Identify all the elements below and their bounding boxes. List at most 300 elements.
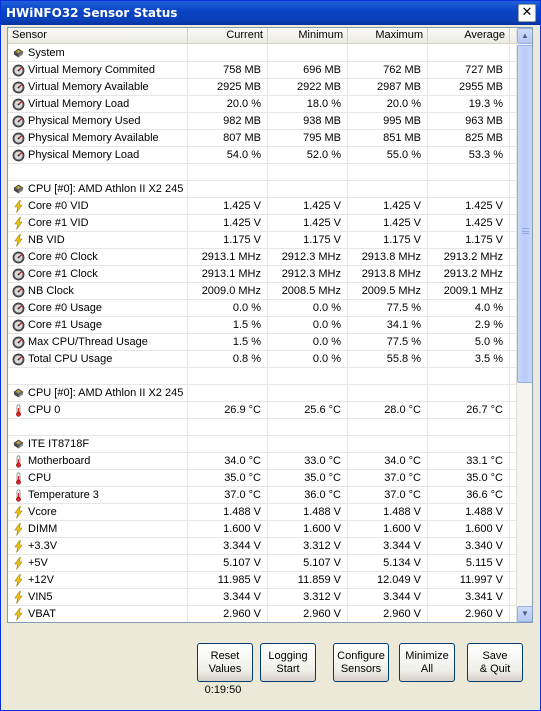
close-button[interactable]: ✕	[518, 4, 536, 22]
column-header-sensor[interactable]: Sensor	[8, 28, 188, 44]
average-value-cell	[428, 368, 510, 385]
gauge-icon	[12, 251, 25, 264]
sensor-name-cell	[8, 249, 188, 266]
average-value-cell	[428, 351, 510, 368]
minimum-value-cell-text: 1.425 V	[303, 200, 341, 212]
maximum-value-cell	[348, 589, 428, 606]
average-value-cell	[428, 419, 510, 436]
table-row[interactable]	[8, 45, 516, 62]
minimize-all-button[interactable]	[399, 643, 455, 682]
minimum-value-cell	[268, 572, 348, 589]
sensor-name-cell-text: Core #1 Clock	[28, 268, 98, 280]
sensor-name-cell-text: Core #1 Usage	[28, 319, 102, 331]
maximum-value-cell	[348, 385, 428, 402]
table-row[interactable]	[8, 606, 516, 623]
current-value-cell-text: 1.5 %	[232, 319, 261, 331]
scroll-thumb[interactable]	[517, 45, 533, 383]
sensor-name-cell-text: CPU	[28, 472, 52, 484]
maximum-value-cell-text: 55.8 %	[386, 353, 421, 365]
current-value-cell-text: 35.0 °C	[224, 472, 261, 484]
current-value-cell-text: 54.0 %	[226, 149, 261, 161]
current-value-cell	[188, 521, 268, 538]
logging-start-label-2: Start	[276, 663, 300, 675]
average-value-cell-text: 2913.2 MHz	[443, 268, 503, 280]
current-value-cell-text: 34.0 °C	[224, 455, 261, 467]
table-row[interactable]	[8, 96, 516, 113]
sensor-name-cell-text: Max CPU/Thread Usage	[28, 336, 148, 348]
sensor-name-cell-text: NB VID	[28, 234, 65, 246]
minimum-value-cell-text: 33.0 °C	[304, 455, 341, 467]
minimum-value-cell-text: 52.0 %	[306, 149, 341, 161]
average-value-cell	[428, 385, 510, 402]
table-row[interactable]	[8, 402, 516, 419]
column-header-maximum[interactable]: Maximum	[348, 28, 428, 44]
maximum-value-cell	[348, 130, 428, 147]
sensor-name-cell-text: Physical Memory Used	[28, 115, 141, 127]
table-row[interactable]	[8, 453, 516, 470]
average-value-cell-text: 1.600 V	[465, 523, 503, 535]
maximum-value-cell	[348, 521, 428, 538]
current-value-cell	[188, 215, 268, 232]
average-value-cell-text: 36.6 °C	[466, 489, 503, 501]
current-value-cell-text: 1.488 V	[223, 506, 261, 518]
sensor-name-cell	[8, 79, 188, 96]
maximum-value-cell-text: 1.175 V	[383, 234, 421, 246]
minimum-value-cell-text: 2922 MB	[296, 81, 341, 93]
current-value-cell	[188, 249, 268, 266]
table-row[interactable]	[8, 385, 516, 402]
thermometer-icon	[12, 455, 25, 468]
reset-values-label-1: Reset	[210, 650, 240, 662]
current-value-cell-text: 3.344 V	[223, 591, 261, 603]
lightning-icon	[12, 608, 25, 621]
chip-icon	[12, 47, 25, 60]
table-row[interactable]	[8, 538, 516, 555]
scroll-up-button[interactable]: ▲	[517, 28, 533, 44]
average-value-cell-text: 19.3 %	[468, 98, 503, 110]
gauge-icon	[12, 353, 25, 366]
current-value-cell	[188, 45, 268, 62]
maximum-value-cell-text: 2913.8 MHz	[361, 268, 421, 280]
maximum-value-cell	[348, 45, 428, 62]
maximum-value-cell-text: 2.960 V	[383, 608, 421, 620]
table-row[interactable]	[8, 181, 516, 198]
minimum-value-cell	[268, 317, 348, 334]
current-value-cell-text: 758 MB	[223, 64, 261, 76]
current-value-cell	[188, 79, 268, 96]
minimum-value-cell-text: 5.107 V	[303, 557, 341, 569]
average-value-cell-text: 2.9 %	[474, 319, 503, 331]
average-value-cell	[428, 113, 510, 130]
sensor-name-cell-text: Vcore	[28, 506, 57, 518]
gauge-icon	[12, 115, 25, 128]
average-value-cell-text: 963 MB	[465, 115, 503, 127]
current-value-cell	[188, 334, 268, 351]
sensor-name-cell	[8, 555, 188, 572]
scroll-down-button[interactable]: ▼	[517, 606, 533, 622]
current-value-cell-text: 5.107 V	[223, 557, 261, 569]
maximum-value-cell	[348, 453, 428, 470]
sensor-rows	[8, 45, 516, 623]
thermometer-icon	[12, 472, 25, 485]
table-row[interactable]	[8, 504, 516, 521]
current-value-cell	[188, 283, 268, 300]
maximum-value-cell-text: 1.425 V	[383, 200, 421, 212]
table-row[interactable]	[8, 368, 516, 385]
sensor-name-cell	[8, 181, 188, 198]
average-value-cell	[428, 96, 510, 113]
maximum-value-cell-text: 1.425 V	[383, 217, 421, 229]
maximum-value-cell-text: 77.5 %	[386, 302, 421, 314]
current-value-cell	[188, 266, 268, 283]
minimum-value-cell-text: 1.600 V	[303, 523, 341, 535]
average-value-cell-text: 2913.2 MHz	[443, 251, 503, 263]
minimum-value-cell	[268, 45, 348, 62]
current-value-cell	[188, 572, 268, 589]
average-value-cell-text: 35.0 °C	[466, 472, 503, 484]
lightning-icon	[12, 217, 25, 230]
current-value-cell-text: 1.425 V	[223, 217, 261, 229]
sensor-name-cell-text: Virtual Memory Load	[28, 98, 130, 110]
table-row[interactable]	[8, 164, 516, 181]
average-value-cell-text: 5.0 %	[474, 336, 503, 348]
current-value-cell	[188, 606, 268, 623]
average-value-cell-text: 5.115 V	[465, 557, 503, 569]
minimum-value-cell	[268, 470, 348, 487]
minimum-value-cell	[268, 368, 348, 385]
reset-values-button[interactable]	[197, 643, 253, 682]
maximum-value-cell	[348, 538, 428, 555]
sensor-name-cell	[8, 300, 188, 317]
sensor-name-cell-text: VBAT	[28, 608, 56, 620]
table-row[interactable]	[8, 232, 516, 249]
table-row[interactable]	[8, 198, 516, 215]
average-value-cell	[428, 504, 510, 521]
sensor-name-cell	[8, 538, 188, 555]
current-value-cell	[188, 181, 268, 198]
maximum-value-cell	[348, 470, 428, 487]
maximum-value-cell	[348, 62, 428, 79]
maximum-value-cell	[348, 572, 428, 589]
sensor-name-cell-text: +5V	[28, 557, 48, 569]
table-row[interactable]	[8, 334, 516, 351]
minimum-value-cell-text: 11.859 V	[297, 574, 341, 586]
average-value-cell-text: 1.488 V	[465, 506, 503, 518]
title-bar[interactable]	[1, 1, 540, 25]
table-row[interactable]	[8, 589, 516, 606]
minimum-value-cell-text: 0.0 %	[312, 353, 341, 365]
minimum-value-cell	[268, 147, 348, 164]
table-row[interactable]	[8, 470, 516, 487]
lightning-icon	[12, 523, 25, 536]
average-value-cell-text: 3.341 V	[465, 591, 503, 603]
table-row[interactable]	[8, 62, 516, 79]
minimum-value-cell	[268, 266, 348, 283]
sensor-name-cell	[8, 521, 188, 538]
minimum-value-cell	[268, 521, 348, 538]
table-row[interactable]	[8, 351, 516, 368]
minimum-value-cell-text: 18.0 %	[306, 98, 341, 110]
chip-icon	[12, 183, 25, 196]
gauge-icon	[12, 302, 25, 315]
table-row[interactable]	[8, 419, 516, 436]
save-quit-label-2: & Quit	[479, 663, 511, 675]
sensor-name-cell-text: +3.3V	[28, 540, 58, 552]
table-row[interactable]	[8, 215, 516, 232]
maximum-value-cell	[348, 317, 428, 334]
sensor-name-cell-text: Physical Memory Load	[28, 149, 140, 161]
minimize-all-label-1: Minimize	[405, 650, 449, 662]
current-value-cell	[188, 96, 268, 113]
table-row[interactable]	[8, 436, 516, 453]
save-quit-button[interactable]	[467, 643, 523, 682]
average-value-cell	[428, 45, 510, 62]
configure-sensors-button[interactable]	[333, 643, 389, 682]
sensor-name-cell	[8, 504, 188, 521]
column-header-current[interactable]: Current	[188, 28, 268, 44]
sensor-name-cell	[8, 419, 188, 436]
sensor-name-cell	[8, 198, 188, 215]
lightning-icon	[12, 506, 25, 519]
maximum-value-cell	[348, 147, 428, 164]
sensor-name-cell-text: CPU [#0]: AMD Athlon II X2 245	[28, 387, 184, 399]
current-value-cell	[188, 147, 268, 164]
elapsed-timer: 0:19:50	[204, 684, 242, 696]
current-value-cell-text: 1.425 V	[223, 200, 261, 212]
gauge-icon	[12, 319, 25, 332]
minimum-value-cell	[268, 589, 348, 606]
minimum-value-cell	[268, 436, 348, 453]
current-value-cell-text: 2913.1 MHz	[201, 268, 261, 280]
current-value-cell	[188, 368, 268, 385]
current-value-cell-text: 2913.1 MHz	[201, 251, 261, 263]
average-value-cell	[428, 317, 510, 334]
maximum-value-cell-text: 34.1 %	[386, 319, 421, 331]
current-value-cell	[188, 555, 268, 572]
lightning-icon	[12, 200, 25, 213]
sensor-name-cell	[8, 232, 188, 249]
maximum-value-cell-text: 20.0 %	[386, 98, 421, 110]
gauge-icon	[12, 98, 25, 111]
average-value-cell	[428, 436, 510, 453]
maximum-value-cell	[348, 351, 428, 368]
current-value-cell-text: 20.0 %	[226, 98, 261, 110]
sensor-name-cell	[8, 351, 188, 368]
table-row[interactable]	[8, 283, 516, 300]
maximum-value-cell	[348, 96, 428, 113]
maximum-value-cell-text: 5.134 V	[383, 557, 421, 569]
current-value-cell	[188, 317, 268, 334]
configure-sensors-label-2: Sensors	[340, 663, 382, 675]
sensor-name-cell-text: CPU 0	[28, 404, 61, 416]
sensor-name-cell	[8, 487, 188, 504]
average-value-cell-text: 2009.1 MHz	[443, 285, 503, 297]
sensor-name-cell	[8, 215, 188, 232]
current-value-cell	[188, 453, 268, 470]
average-value-cell-text: 2.960 V	[465, 608, 503, 620]
current-value-cell	[188, 470, 268, 487]
table-row[interactable]	[8, 130, 516, 147]
minimum-value-cell-text: 1.425 V	[303, 217, 341, 229]
sensor-name-cell-text: Physical Memory Available	[28, 132, 159, 144]
average-value-cell	[428, 555, 510, 572]
minimum-value-cell-text: 2008.5 MHz	[281, 285, 341, 297]
maximum-value-cell	[348, 487, 428, 504]
table-row[interactable]	[8, 572, 516, 589]
minimum-value-cell	[268, 334, 348, 351]
current-value-cell	[188, 300, 268, 317]
maximum-value-cell	[348, 164, 428, 181]
current-value-cell	[188, 232, 268, 249]
average-value-cell	[428, 470, 510, 487]
table-row[interactable]	[8, 521, 516, 538]
minimum-value-cell-text: 0.0 %	[312, 319, 341, 331]
table-row[interactable]	[8, 113, 516, 130]
minimum-value-cell-text: 25.6 °C	[304, 404, 341, 416]
minimum-value-cell	[268, 453, 348, 470]
maximum-value-cell	[348, 402, 428, 419]
vertical-scrollbar[interactable]	[516, 28, 532, 622]
average-value-cell	[428, 62, 510, 79]
current-value-cell-text: 26.9 °C	[224, 404, 261, 416]
current-value-cell	[188, 436, 268, 453]
maximum-value-cell	[348, 232, 428, 249]
average-value-cell-text: 11.997 V	[459, 574, 503, 586]
maximum-value-cell	[348, 283, 428, 300]
average-value-cell	[428, 249, 510, 266]
minimum-value-cell	[268, 555, 348, 572]
sensor-name-cell-text: ITE IT8718F	[28, 438, 90, 450]
minimum-value-cell-text: 35.0 °C	[304, 472, 341, 484]
maximum-value-cell-text: 851 MB	[383, 132, 421, 144]
gauge-icon	[12, 132, 25, 145]
minimum-value-cell	[268, 96, 348, 113]
current-value-cell	[188, 504, 268, 521]
maximum-value-cell	[348, 79, 428, 96]
sensor-name-cell-text: NB Clock	[28, 285, 74, 297]
minimum-value-cell	[268, 79, 348, 96]
maximum-value-cell-text: 762 MB	[383, 64, 421, 76]
chip-icon	[12, 387, 25, 400]
lightning-icon	[12, 557, 25, 570]
minimum-value-cell	[268, 504, 348, 521]
maximum-value-cell-text: 37.0 °C	[384, 489, 421, 501]
table-row[interactable]	[8, 79, 516, 96]
maximum-value-cell-text: 1.488 V	[383, 506, 421, 518]
average-value-cell-text: 1.175 V	[465, 234, 503, 246]
average-value-cell	[428, 606, 510, 623]
minimum-value-cell	[268, 300, 348, 317]
current-value-cell	[188, 198, 268, 215]
minimum-value-cell-text: 696 MB	[303, 64, 341, 76]
column-header-minimum[interactable]: Minimum	[268, 28, 348, 44]
lightning-icon	[12, 574, 25, 587]
sensor-name-cell	[8, 453, 188, 470]
table-row[interactable]	[8, 555, 516, 572]
average-value-cell-text: 33.1 °C	[466, 455, 503, 467]
minimum-value-cell-text: 2912.3 MHz	[281, 268, 341, 280]
minimum-value-cell	[268, 351, 348, 368]
average-value-cell-text: 825 MB	[465, 132, 503, 144]
current-value-cell-text: 1.600 V	[223, 523, 261, 535]
table-row[interactable]	[8, 266, 516, 283]
average-value-cell-text: 4.0 %	[474, 302, 503, 314]
average-value-cell	[428, 215, 510, 232]
maximum-value-cell-text: 3.344 V	[383, 540, 421, 552]
sensor-name-cell	[8, 283, 188, 300]
maximum-value-cell-text: 55.0 %	[386, 149, 421, 161]
minimum-value-cell-text: 0.0 %	[312, 336, 341, 348]
maximum-value-cell-text: 2913.8 MHz	[361, 251, 421, 263]
average-value-cell	[428, 198, 510, 215]
column-header-average[interactable]: Average	[428, 28, 510, 44]
lightning-icon	[12, 234, 25, 247]
maximum-value-cell-text: 2987 MB	[376, 81, 421, 93]
table-row[interactable]	[8, 300, 516, 317]
maximum-value-cell-text: 995 MB	[383, 115, 421, 127]
thermometer-icon	[12, 404, 25, 417]
minimum-value-cell-text: 1.175 V	[303, 234, 341, 246]
minimum-value-cell	[268, 164, 348, 181]
table-row[interactable]	[8, 317, 516, 334]
logging-start-button[interactable]	[260, 643, 316, 682]
average-value-cell	[428, 283, 510, 300]
minimum-value-cell	[268, 606, 348, 623]
table-row[interactable]	[8, 147, 516, 164]
maximum-value-cell	[348, 215, 428, 232]
average-value-cell-text: 727 MB	[465, 64, 503, 76]
average-value-cell	[428, 538, 510, 555]
maximum-value-cell	[348, 181, 428, 198]
minimum-value-cell	[268, 385, 348, 402]
logging-start-label-1: Logging	[268, 650, 308, 662]
average-value-cell	[428, 130, 510, 147]
average-value-cell	[428, 232, 510, 249]
lightning-icon	[12, 540, 25, 553]
maximum-value-cell	[348, 300, 428, 317]
sensor-name-cell	[8, 606, 188, 623]
current-value-cell	[188, 62, 268, 79]
sensor-name-cell-text: Core #0 VID	[28, 200, 89, 212]
maximum-value-cell-text: 28.0 °C	[384, 404, 421, 416]
average-value-cell-text: 1.425 V	[465, 200, 503, 212]
average-value-cell-text: 2955 MB	[458, 81, 503, 93]
minimum-value-cell	[268, 538, 348, 555]
minimum-value-cell	[268, 419, 348, 436]
sensor-name-cell-text: Core #0 Clock	[28, 251, 98, 263]
current-value-cell	[188, 538, 268, 555]
chip-icon	[12, 438, 25, 451]
save-quit-label-1: Save	[482, 650, 508, 662]
average-value-cell	[428, 402, 510, 419]
table-header	[8, 28, 516, 44]
maximum-value-cell	[348, 198, 428, 215]
sensor-name-cell-text: Core #0 Usage	[28, 302, 102, 314]
table-row[interactable]	[8, 487, 516, 504]
maximum-value-cell-text: 1.600 V	[383, 523, 421, 535]
minimum-value-cell-text: 2912.3 MHz	[281, 251, 341, 263]
window-title: HWiNFO32 Sensor Status	[6, 6, 178, 20]
sensor-name-cell-text: Virtual Memory Commited	[28, 64, 155, 76]
minimum-value-cell	[268, 113, 348, 130]
average-value-cell	[428, 300, 510, 317]
table-row[interactable]	[8, 249, 516, 266]
sensor-name-cell	[8, 62, 188, 79]
average-value-cell	[428, 487, 510, 504]
maximum-value-cell-text: 12.049 V	[376, 574, 421, 586]
current-value-cell-text: 1.175 V	[223, 234, 261, 246]
current-value-cell	[188, 487, 268, 504]
